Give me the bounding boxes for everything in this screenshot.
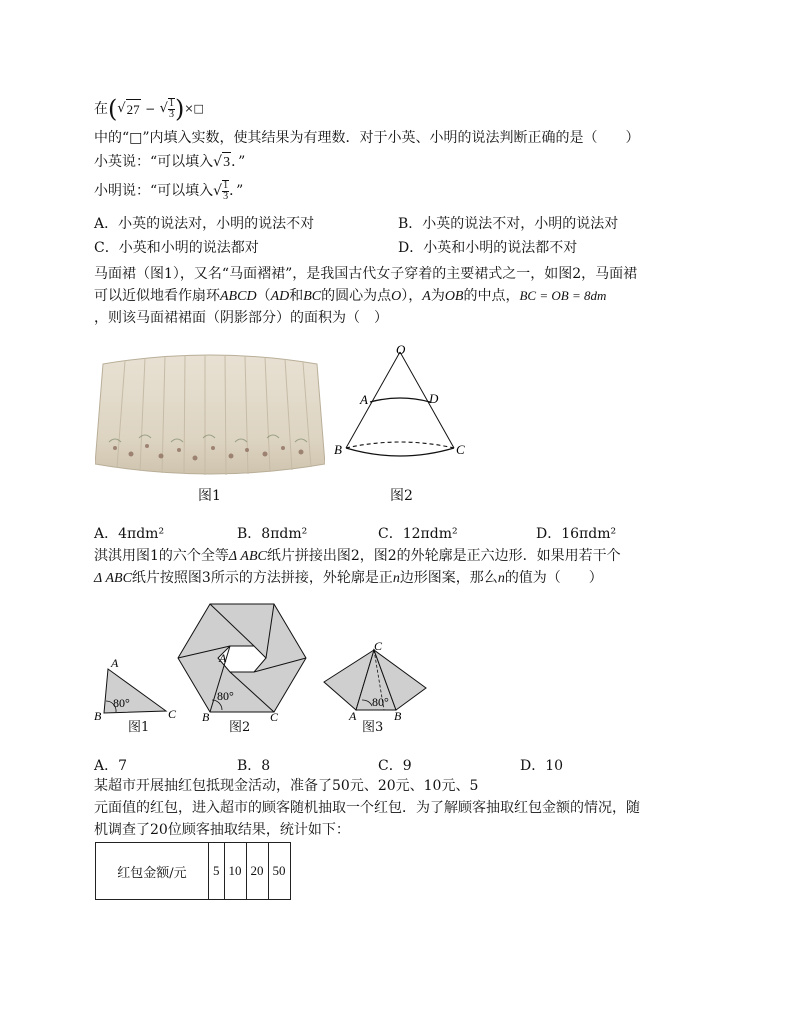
q2-var: ABCD — [220, 289, 257, 304]
q1-expression — [94, 95, 204, 123]
q3-text: 纸片拼接出图2，图2的外轮廓是正六边形．如果用若干个 — [266, 548, 621, 564]
table-row — [96, 843, 291, 900]
times-box: ×□ — [184, 102, 204, 115]
sqrt-3: 3 — [222, 152, 231, 173]
xiaoying-end: ．” — [231, 154, 246, 170]
q2-text: ）， — [401, 288, 423, 304]
table-cell: 20 — [246, 843, 268, 900]
q2-equation: BC = OB = 8dm — [519, 288, 607, 303]
angle-label: 80° — [217, 689, 234, 703]
label-c: C — [374, 640, 383, 653]
label-c: C — [270, 710, 279, 722]
table-cell: 5 — [209, 843, 225, 900]
q3-option-d[interactable]: D．10 — [520, 758, 564, 774]
label-b: B — [334, 442, 342, 457]
q2-text: 和 — [289, 288, 304, 304]
q2-var: A — [422, 289, 431, 304]
angle-label: 80° — [372, 695, 389, 709]
fig3-2-label: 图2 — [229, 720, 251, 735]
angle-label: 80° — [113, 696, 130, 710]
q2-var: O — [391, 289, 402, 304]
q2-text: 为 — [430, 288, 445, 304]
red-packet-table — [95, 842, 291, 900]
q2-text: 可以近似地看作扇环 — [94, 288, 220, 304]
paren-left: ( — [108, 95, 118, 123]
label-a: A — [219, 651, 227, 665]
fig3-3-label: 图3 — [362, 720, 384, 735]
paren-right: ) — [174, 95, 185, 123]
label-b: B — [94, 709, 102, 720]
xiaoming-text: 小明说：“可以填入 — [94, 183, 214, 199]
label-b: B — [394, 709, 402, 722]
hexagon-fig2 — [172, 600, 312, 722]
fig2-label: 图2 — [390, 488, 413, 504]
q2-var: AD — [270, 289, 290, 304]
q1-option-b[interactable]: B．小英的说法不对，小明的说法对 — [398, 216, 619, 232]
tiling-fig3 — [320, 640, 430, 722]
skirt-photo — [95, 352, 325, 480]
q2-line3: ，则该马面裙裙面（阴影部分）的面积为（ ） — [94, 310, 388, 326]
q1-stem: 中的“□”内填入实数，使其结果为有理数．对于小英、小明的说法判断正确的是（ ） — [94, 130, 640, 146]
table-cell: 50 — [268, 843, 290, 900]
q3-var: n — [497, 571, 505, 586]
q2-var: OB — [444, 289, 464, 304]
triangle-fig1 — [90, 655, 180, 720]
q4-line2: 元面值的红包，进入超市的顾客随机抽取一个红包．为了解顾客抽取红包金额的情况，随 — [94, 800, 640, 816]
fig3-1-label: 图1 — [128, 720, 150, 735]
sqrt-27: 27 — [126, 99, 141, 120]
fig1-label: 图1 — [198, 488, 221, 504]
sqrt-sign: √ — [159, 101, 168, 116]
frac-one-third — [168, 98, 175, 120]
frac-num: 1 — [168, 98, 174, 109]
q3-triangle: Δ ABC — [94, 571, 132, 586]
label-d: D — [429, 391, 439, 406]
q1-option-d[interactable]: D．小英和小明的说法都不对 — [398, 240, 578, 256]
sqrt-sign: √ — [213, 183, 223, 199]
q3-text: 纸片按照图3所示的方法拼接，外轮廓是正 — [131, 570, 393, 586]
q2-var: BC — [303, 289, 322, 304]
q2-line2 — [94, 286, 606, 307]
annular-sector-diagram — [330, 340, 470, 465]
arc-bc — [346, 448, 454, 456]
q1-xiaoming — [94, 180, 243, 202]
q2-text: 的圆心为点 — [321, 288, 392, 304]
q2-option-c[interactable]: C．12πdm² — [378, 526, 458, 542]
q1-option-c[interactable]: C．小英和小明的说法都对 — [94, 240, 259, 256]
q2-text: （ — [256, 288, 271, 304]
q3-line2 — [94, 568, 603, 589]
q3-triangle: Δ ABC — [228, 549, 267, 564]
q1-option-a[interactable]: A．小英的说法对，小明的说法不对 — [94, 216, 315, 232]
q3-text: 的值为（ ） — [504, 570, 603, 586]
q2-text: 的中点， — [463, 288, 520, 304]
q1-lead: 在 — [94, 101, 108, 117]
q3-text: 淇淇用图1的六个全等 — [94, 548, 229, 564]
label-a: A — [349, 709, 357, 722]
label-b: B — [202, 710, 210, 722]
q1-xiaoying — [94, 152, 245, 173]
label-c: C — [168, 707, 177, 720]
q2-option-a[interactable]: A．4πdm² — [94, 526, 165, 542]
q3-var: n — [392, 571, 400, 586]
table-head: 红包金额/元 — [96, 843, 209, 900]
q3-text: 边形图案，那么 — [399, 570, 498, 586]
q4-line1: 某超市开展抽红包抵现金活动，准备了50元、20元、10元、5 — [94, 778, 479, 794]
frac-den: 3 — [168, 109, 174, 120]
label-o: O — [396, 342, 406, 357]
label-c: C — [456, 442, 465, 457]
q3-option-a[interactable]: A．7 — [94, 758, 128, 774]
q3-line1 — [94, 546, 621, 567]
xiaoming-end: ．” — [229, 183, 244, 199]
table-cell: 10 — [224, 843, 246, 900]
q2-option-d[interactable]: D．16πdm² — [536, 526, 617, 542]
q3-option-c[interactable]: C．9 — [378, 758, 412, 774]
q3-option-b[interactable]: B．8 — [237, 758, 271, 774]
q2-option-b[interactable]: B．8πdm² — [237, 526, 308, 542]
q2-line1: 马面裙（图1），又名“马面褶裙”，是我国古代女子穿着的主要裙式之一，如图2，马面裙 — [94, 266, 638, 282]
minus-sign: − — [145, 102, 156, 116]
frac-den: 3 — [223, 191, 229, 202]
sqrt-sign: √ — [117, 101, 126, 116]
label-a: A — [111, 656, 119, 670]
xiaoying-text: 小英说：“可以填入 — [94, 154, 214, 170]
sqrt-sign: √ — [213, 154, 223, 170]
label-a: A — [360, 392, 368, 407]
q4-line3: 机调查了20位顾客抽取结果，统计如下： — [94, 822, 350, 838]
frac-num: 1 — [223, 180, 229, 191]
